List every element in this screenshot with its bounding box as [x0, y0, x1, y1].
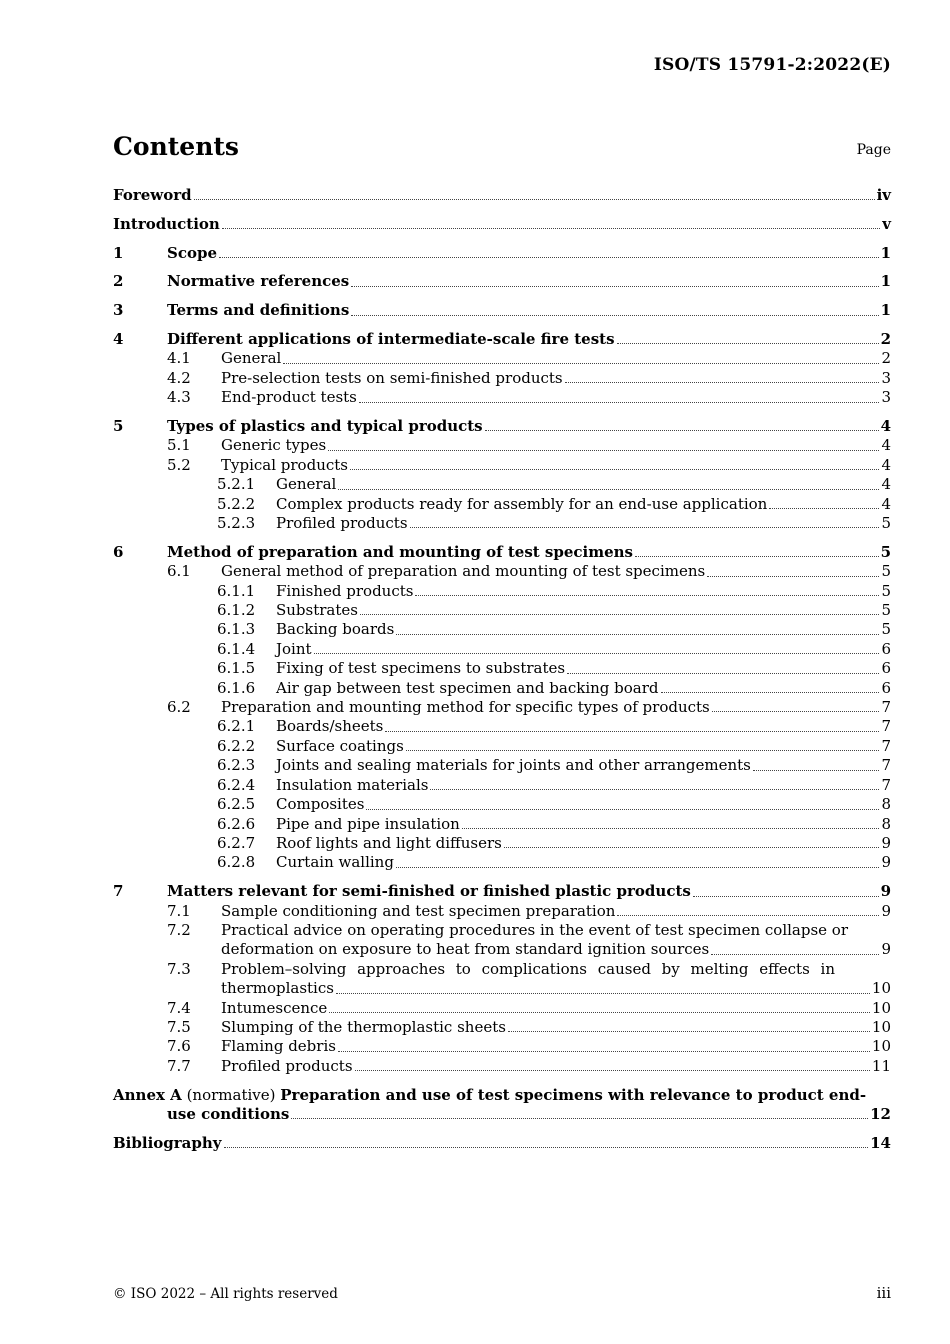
leader-dots [366, 809, 879, 810]
leader-dots [328, 450, 879, 451]
toc-number: 7.5 [167, 1017, 191, 1036]
toc-page: 8 [881, 814, 891, 833]
toc-page: 9 [881, 940, 891, 959]
annex-label: Annex A [113, 1085, 182, 1104]
toc-entry-4-3[interactable] [113, 388, 891, 407]
leader-dots [769, 508, 879, 509]
toc-number: 6.2.2 [217, 736, 256, 755]
toc-entry-6-2-3[interactable] [113, 756, 891, 775]
toc-number: 4.1 [167, 349, 191, 368]
toc-page: 7 [881, 698, 891, 717]
toc-number: 7.6 [167, 1037, 191, 1056]
toc-entry-foreword[interactable] [113, 186, 891, 205]
copyright-notice: © ISO 2022 – All rights reserved [113, 1286, 338, 1302]
page-number: iii [876, 1284, 891, 1302]
toc-number: 5.2 [167, 455, 191, 474]
toc-entry-6-2-1[interactable] [113, 717, 891, 736]
contents-heading: Contents [113, 132, 240, 161]
toc-number: 2 [113, 272, 124, 291]
toc-title: Curtain walling [276, 853, 394, 872]
toc-page: 10 [871, 1017, 891, 1036]
toc-page: 9 [880, 882, 891, 901]
leader-dots [283, 363, 879, 364]
leader-dots [336, 993, 870, 994]
toc-number: 6.2.8 [217, 853, 256, 872]
toc-entry-annex-a-continuation[interactable] [113, 1105, 891, 1124]
toc-number: 6.2.1 [217, 717, 256, 736]
annex-title-line1: Preparation and use of test specimens with relevance to product end- [280, 1085, 867, 1104]
toc-title: Bibliography [113, 1133, 222, 1152]
leader-dots [567, 673, 879, 674]
toc-title: General [221, 349, 282, 368]
toc-page: 8 [881, 795, 891, 814]
leader-dots [661, 692, 880, 693]
toc-page: 6 [881, 659, 891, 678]
leader-dots [338, 1051, 870, 1052]
toc-title: Sample conditioning and test specimen preparation [221, 901, 616, 920]
toc-page: 1 [880, 272, 891, 291]
toc-title: Pre-selection tests on semi-finished products [221, 368, 563, 387]
toc-entry-6-1-1[interactable] [113, 582, 891, 601]
toc-page: 2 [881, 349, 891, 368]
leader-dots [396, 867, 880, 868]
toc-title: Backing boards [276, 620, 395, 639]
toc-number: 6.2.4 [217, 775, 256, 794]
toc-entry-7-2-continuation[interactable] [113, 940, 891, 959]
toc-entry-7-3[interactable] [113, 960, 891, 979]
toc-page: 7 [881, 775, 891, 794]
toc-title-line2: thermoplastics [221, 979, 334, 998]
toc-title: End-product tests [221, 388, 357, 407]
toc-number: 6.2.3 [217, 756, 256, 775]
toc-number: 6.2.7 [217, 833, 256, 852]
toc-title: Foreword [113, 186, 192, 204]
leader-dots [351, 315, 878, 316]
document-identifier: ISO/TS 15791-2:2022(E) [653, 55, 891, 75]
toc-title: Intumescence [221, 998, 328, 1017]
leader-dots [291, 1118, 868, 1119]
toc-page: 9 [881, 901, 891, 920]
leader-dots [617, 915, 879, 916]
toc-entry-6-1-5[interactable] [113, 659, 891, 678]
toc-number: 6.1.6 [217, 678, 256, 697]
toc-title: Terms and definitions [167, 301, 350, 320]
toc-title: Boards/sheets [276, 717, 384, 736]
toc-entry-7-1[interactable] [113, 902, 891, 921]
toc-title: Typical products [221, 455, 348, 474]
toc-page: 5 [881, 562, 891, 581]
leader-dots [508, 1031, 870, 1032]
toc-entry-4-2[interactable] [113, 369, 891, 388]
toc-title: Types of plastics and typical products [167, 417, 483, 435]
toc-entry-5-2[interactable] [113, 456, 891, 475]
toc-title: Joint [276, 639, 312, 658]
toc-entry-introduction[interactable] [113, 215, 891, 234]
toc-page: 4 [881, 455, 891, 474]
toc-page: 6 [881, 678, 891, 697]
toc-page: 10 [871, 979, 891, 998]
toc-entry-6-1-3[interactable] [113, 620, 891, 639]
toc-entry-6-2-4[interactable] [113, 776, 891, 795]
toc-entry-5-2-2[interactable] [113, 495, 891, 514]
toc-entry-7-2[interactable] [113, 921, 891, 940]
toc-page: 5 [880, 542, 891, 561]
toc-number: 6.1.1 [217, 581, 256, 600]
toc-entry-3[interactable] [113, 301, 891, 320]
toc-entry-6-2-7[interactable] [113, 834, 891, 853]
toc-entry-7-3-continuation[interactable] [113, 979, 891, 998]
toc-title: Pipe and pipe insulation [276, 814, 460, 833]
leader-dots [753, 770, 880, 771]
toc-title: Profiled products [276, 514, 408, 533]
toc-number: 6.1.5 [217, 659, 256, 678]
toc-number: 7 [113, 882, 124, 901]
toc-number: 4.2 [167, 368, 191, 387]
toc-title: Surface coatings [276, 736, 404, 755]
toc-page: 10 [871, 998, 891, 1017]
toc-page: 7 [881, 756, 891, 775]
toc-title: Scope [167, 243, 218, 262]
toc-page: 1 [880, 243, 891, 262]
toc-title: Introduction [113, 214, 220, 233]
toc-page: 1 [880, 301, 891, 320]
toc-entry-6-2-6[interactable] [113, 815, 891, 834]
toc-title: Complex products ready for assembly for an end-use application [276, 494, 768, 513]
leader-dots [224, 1147, 869, 1148]
annex-qualifier: (normative) [186, 1085, 276, 1104]
toc-page: 5 [881, 581, 891, 600]
toc-entry-6[interactable] [113, 543, 891, 562]
toc-title: Insulation materials [276, 775, 429, 794]
toc-page: 11 [871, 1056, 891, 1075]
toc-title: Slumping of the thermoplastic sheets [221, 1017, 506, 1036]
leader-dots [504, 847, 880, 848]
toc-entry-4-1[interactable] [113, 349, 891, 368]
toc-page: 4 [881, 494, 891, 513]
toc-page: 6 [881, 639, 891, 658]
toc-title: Joints and sealing materials for joints and other arrangements [276, 756, 751, 775]
toc-page: 4 [881, 436, 891, 455]
leader-dots [462, 828, 880, 829]
toc-entry-6-1-4[interactable] [113, 640, 891, 659]
toc-page: 5 [881, 620, 891, 639]
toc-entry-7[interactable] [113, 882, 891, 901]
leader-dots [406, 750, 880, 751]
toc-entry-6-2[interactable] [113, 698, 891, 717]
toc-page: 5 [881, 514, 891, 533]
leader-dots [635, 556, 879, 557]
leader-dots [360, 614, 879, 615]
toc-title: Air gap between test specimen and backing board [276, 678, 659, 697]
toc-title: Substrates [276, 601, 358, 620]
toc-entry-6-1-2[interactable] [113, 601, 891, 620]
toc-entry-5[interactable] [113, 417, 891, 436]
leader-dots [711, 954, 879, 955]
toc-page: 4 [881, 475, 891, 494]
toc-title: Composites [276, 795, 365, 814]
leader-dots [329, 1012, 870, 1013]
toc-page: v [882, 214, 891, 233]
toc-page: 7 [881, 717, 891, 736]
leader-dots [415, 595, 879, 596]
toc-entry-6-2-2[interactable] [113, 737, 891, 756]
toc-entry-annex-a[interactable] [113, 1086, 891, 1105]
toc-entry-7-7[interactable] [113, 1057, 891, 1076]
leader-dots [385, 731, 879, 732]
toc-title-line1: Practical advice on operating procedures in the event of test specimen collapse or [221, 920, 849, 939]
toc-number: 6.1 [167, 562, 191, 581]
toc-title-line2: deformation on exposure to heat from standard ignition sources [221, 940, 710, 959]
toc-page: 12 [870, 1104, 891, 1123]
toc-title: General [276, 475, 337, 494]
toc-number: 3 [113, 301, 124, 320]
toc-entry-6-2-5[interactable] [113, 795, 891, 814]
page-column-label: Page [856, 142, 891, 158]
toc-title: Generic types [221, 436, 327, 455]
toc-number: 5.2.1 [217, 475, 256, 494]
toc-number: 6 [113, 542, 124, 561]
annex-title-line2: use conditions [167, 1104, 290, 1123]
toc-number: 5.1 [167, 436, 191, 455]
leader-dots [355, 1070, 870, 1071]
toc-entry-2[interactable] [113, 272, 891, 291]
toc-page: 9 [881, 833, 891, 852]
leader-dots [222, 228, 880, 229]
toc-entry-1[interactable] [113, 244, 891, 263]
leader-dots [338, 489, 879, 490]
leader-dots [351, 286, 878, 287]
toc-page: 5 [881, 601, 891, 620]
toc-number: 7.3 [167, 959, 191, 978]
toc-number: 5.2.2 [217, 494, 256, 513]
toc-entry-5-2-3[interactable] [113, 514, 891, 533]
toc-entry-5-1[interactable] [113, 436, 891, 455]
toc-title: Finished products [276, 581, 414, 600]
leader-dots [617, 343, 879, 344]
toc-entry-7-6[interactable] [113, 1037, 891, 1056]
leader-dots [712, 711, 880, 712]
leader-dots [350, 469, 879, 470]
toc-number: 6.1.2 [217, 601, 256, 620]
toc-page: 10 [871, 1037, 891, 1056]
leader-dots [430, 789, 879, 790]
leader-dots [410, 527, 880, 528]
toc-entry-6-1-6[interactable] [113, 679, 891, 698]
toc-title: Fixing of test specimens to substrates [276, 659, 566, 678]
toc-number: 6.1.4 [217, 639, 256, 658]
toc-number: 7.4 [167, 998, 191, 1017]
leader-dots [485, 430, 879, 431]
toc-entry-6-2-8[interactable] [113, 853, 891, 872]
toc-page: 2 [880, 329, 891, 348]
toc-title-line1: Problem–solving approaches to complications caused by melting effects in [221, 959, 835, 978]
toc-number: 6.2.6 [217, 814, 256, 833]
table-of-contents [113, 186, 891, 1153]
toc-title: Method of preparation and mounting of test specimens [167, 542, 633, 561]
toc-title: Profiled products [221, 1056, 353, 1075]
leader-dots [565, 382, 880, 383]
toc-page: 9 [881, 853, 891, 872]
leader-dots [359, 402, 880, 403]
toc-number: 7.7 [167, 1056, 191, 1075]
leader-dots [314, 653, 880, 654]
toc-page: 7 [881, 736, 891, 755]
toc-number: 6.2.5 [217, 795, 256, 814]
toc-entry-7-4[interactable] [113, 999, 891, 1018]
toc-page: 4 [880, 417, 891, 435]
leader-dots [693, 896, 879, 897]
toc-page: 3 [881, 388, 891, 407]
leader-dots [707, 576, 879, 577]
toc-number: 1 [113, 243, 124, 262]
toc-number: 4 [113, 329, 124, 348]
toc-title: Different applications of intermediate-scale fire tests [167, 329, 615, 348]
toc-number: 7.1 [167, 901, 191, 920]
toc-title: General method of preparation and mounting of test specimens [221, 562, 706, 581]
toc-number: 5.2.3 [217, 514, 256, 533]
toc-entry-5-2-1[interactable] [113, 475, 891, 494]
toc-page: iv [876, 186, 891, 204]
toc-number: 4.3 [167, 388, 191, 407]
toc-title: Matters relevant for semi-finished or finished plastic products [167, 882, 691, 901]
toc-page: 3 [881, 368, 891, 387]
toc-title: Flaming debris [221, 1037, 336, 1056]
toc-number: 6.1.3 [217, 620, 256, 639]
toc-entry-6-1[interactable] [113, 562, 891, 581]
toc-number: 6.2 [167, 698, 191, 717]
toc-title: Normative references [167, 272, 350, 291]
leader-dots [219, 257, 879, 258]
toc-page: 14 [870, 1133, 891, 1152]
toc-number: 5 [113, 417, 124, 435]
toc-entry-4[interactable] [113, 330, 891, 349]
toc-number: 7.2 [167, 920, 191, 939]
annex-heading-line1 [113, 1086, 866, 1105]
leader-dots [194, 199, 875, 200]
toc-title: Roof lights and light diffusers [276, 833, 502, 852]
toc-title: Preparation and mounting method for specific types of products [221, 698, 710, 717]
toc-entry-7-5[interactable] [113, 1018, 891, 1037]
leader-dots [396, 634, 879, 635]
toc-entry-bibliography[interactable] [113, 1134, 891, 1153]
